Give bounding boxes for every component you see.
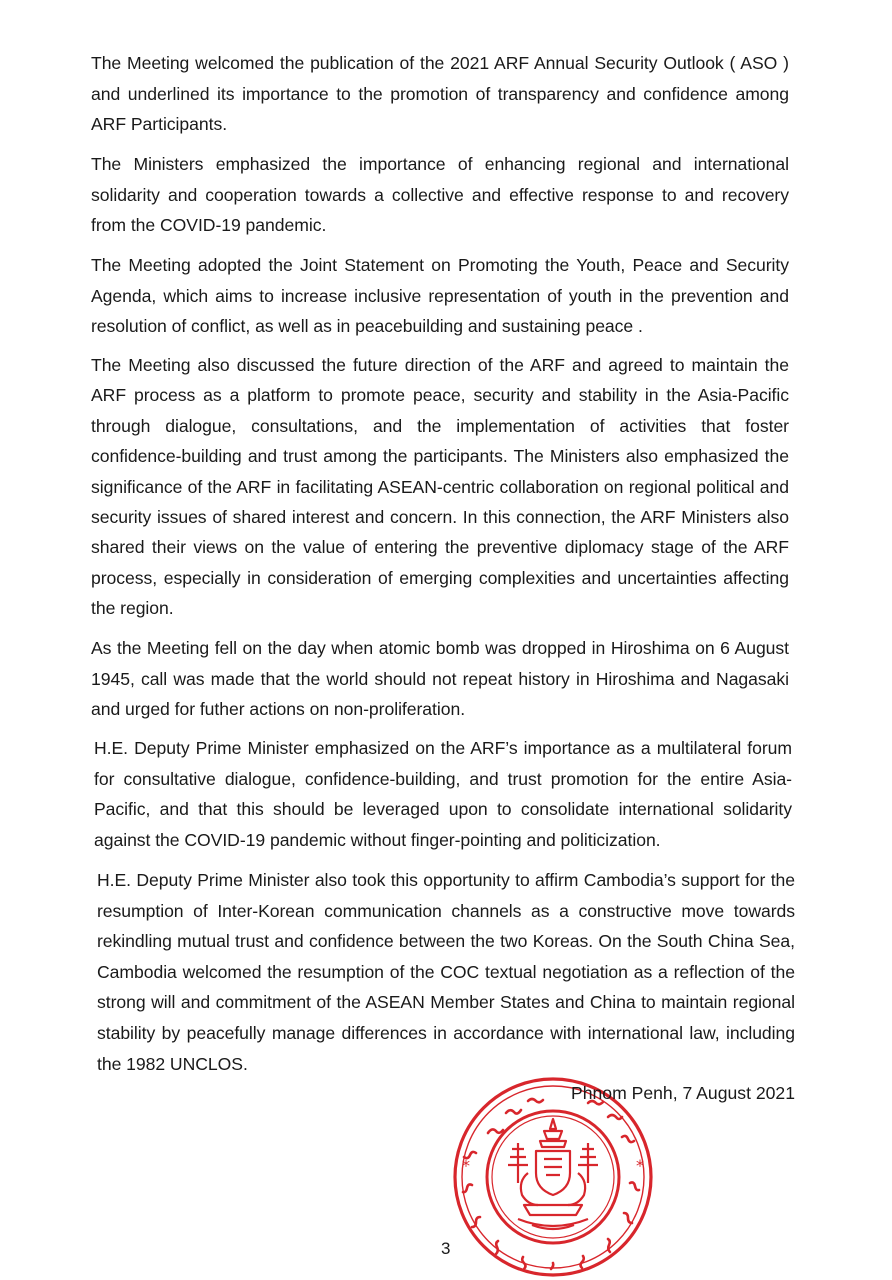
paragraph-covid-solidarity: The Ministers emphasized the importance of enhancing regional and international solidarity and cooperation towards a collective and effective response to and recovery from the COVID-19 pandemic. (91, 154, 789, 236)
paragraph-lead: H.E. Deputy Prime Minister (94, 738, 309, 758)
paragraph-aso-publication: The Meeting welcomed the publication of the 2021 ARF Annual Security Outlook ( ASO ) and underlined its importance to the promotion of transparency and confidence among ARF Participants. (91, 53, 789, 135)
page-number: 3 (441, 1239, 451, 1258)
svg-text:*: * (462, 1156, 470, 1175)
paragraph-deputy-pm-korea-scs (97, 865, 795, 1079)
paragraph-body: also took this opportunity to affirm Cambodia’s support for the resumption of Inter-Korean communication channels as a constructive move towards rekindling mutual trust and confidence between the two Koreas. On the South China Sea, Cambodia welcomed the resumption of the COC textual negotiation as a reflection of the strong will and commitment of the ASEAN Member States and China to maintain regional stability by peacefully manage differences in accordance with international law, including the 1982 UNCLOS. (97, 870, 795, 1074)
paragraph-hiroshima: As the Meeting fell on the day when atomic bomb was dropped in Hiroshima on 6 August 1945, call was made that the world should not repeat history in Hiroshima and Nagasaki and urged for futher actions on non-proliferation. (91, 638, 789, 720)
paragraph-deputy-pm-arf (94, 733, 792, 855)
paragraph-body: emphasized on the ARF’s importance as a multilateral forum for consultative dialogue, confidence-building, and trust promotion for the entire Asia-Pacific, and that this should be leveraged upon to consolidate international solidarity against the COVID-19 pandemic without finger-pointing and politicization. (94, 738, 793, 850)
svg-text:*: * (636, 1156, 644, 1175)
dateline: Phnom Penh, 7 August 2021 (570, 1083, 795, 1103)
paragraph-lead: H.E. Deputy Prime Minister (97, 870, 310, 890)
paragraph-youth-peace-security: The Meeting adopted the Joint Statement on Promoting the Youth, Peace and Security Agenda, which aims to increase inclusive representation of youth in the prevention and resolution of conflict, as well as in peacebuilding and sustaining peace . (91, 255, 789, 337)
paragraph-arf-future-direction: The Meeting also discussed the future direction of the ARF and agreed to maintain the ARF process as a platform to promote peace, security and stability in the Asia-Pacific through dialogue, consultations, and the implementation of activities that foster confidence-building and trust among the participants. The Ministers also emphasized the significance of the ARF in facilitating ASEAN-centric collaboration on regional political and security issues of shared interest and concern. In this connection, the ARF Ministers also shared their views on the value of entering the preventive diplomacy stage of the ARF process, especially in consideration of emerging complexities and uncertainties affecting the region. (91, 355, 789, 619)
